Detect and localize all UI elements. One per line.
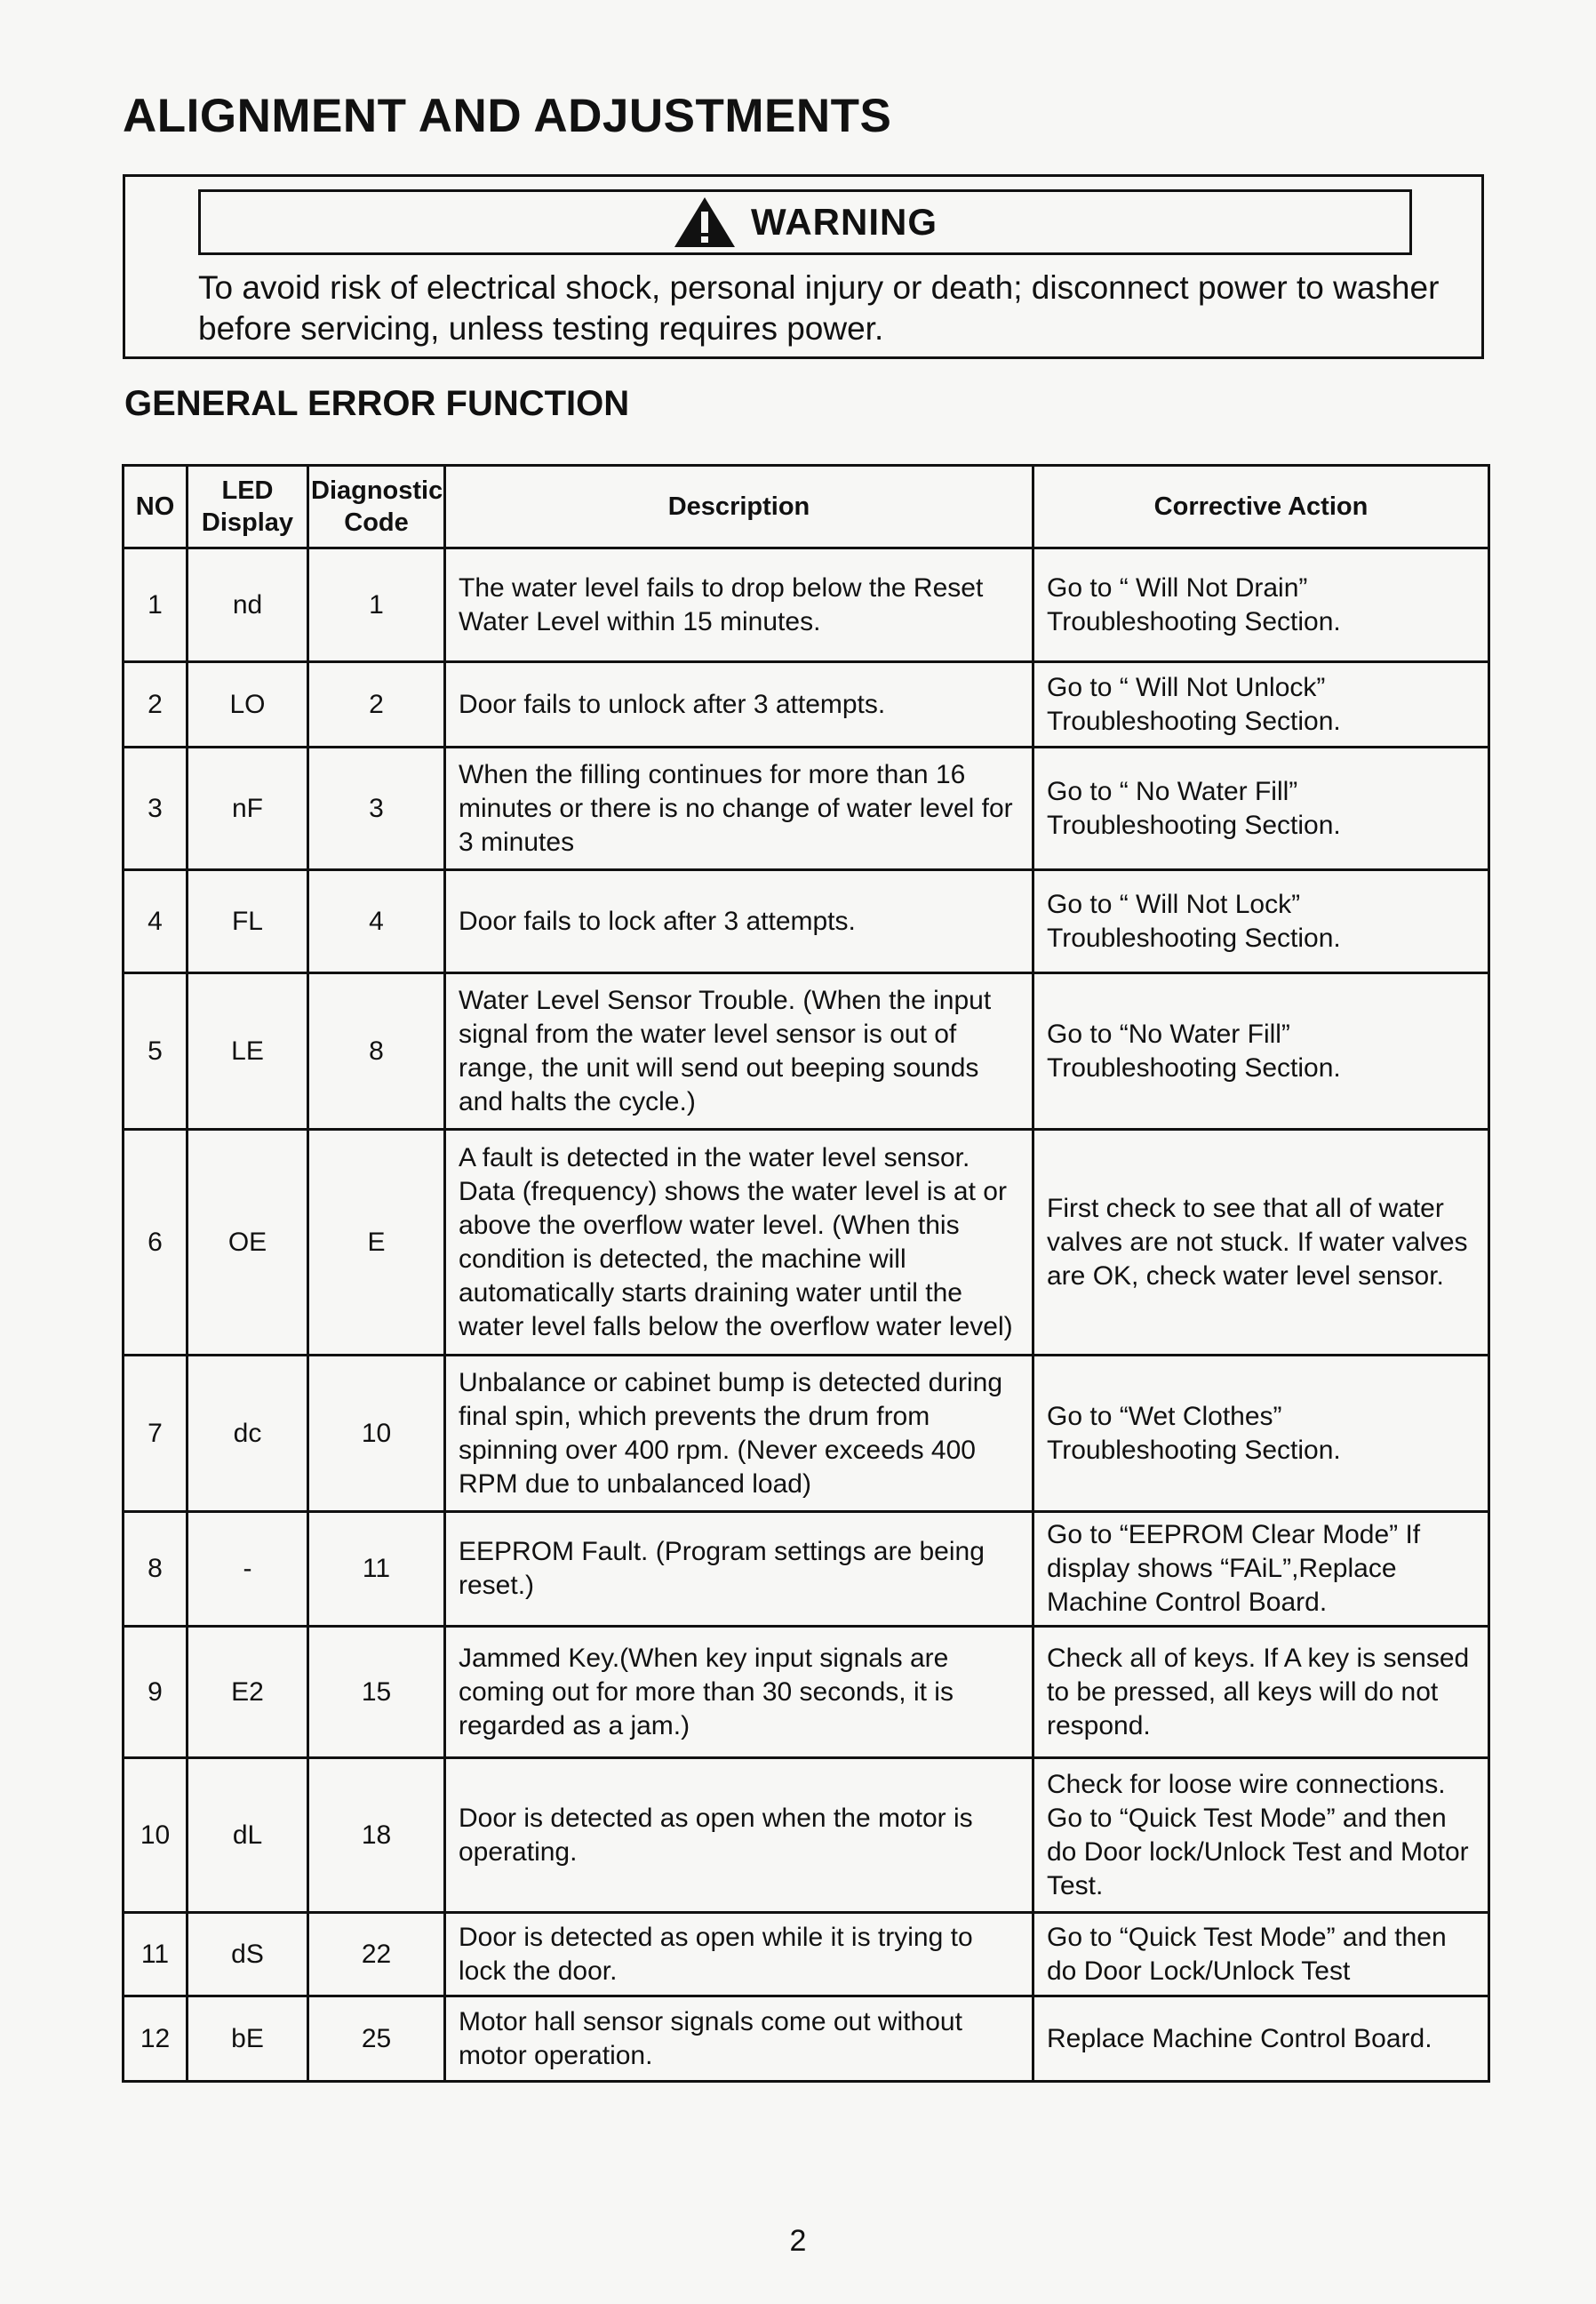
- cell-diagnostic-code: 25: [308, 1996, 445, 2082]
- cell-corrective-action: Replace Machine Control Board.: [1033, 1996, 1489, 2082]
- table-row: [124, 973, 1489, 1130]
- cell-led-display: bE: [188, 1996, 308, 2082]
- cell-description: Door is detected as open when the motor is operating.: [445, 1758, 1033, 1913]
- cell-corrective-action: Go to “Quick Test Mode” and then do Door Lock/Unlock Test: [1033, 1913, 1489, 1996]
- page-title: ALIGNMENT AND ADJUSTMENTS: [123, 90, 892, 142]
- cell-no: 1: [124, 548, 188, 662]
- header-no: NO: [124, 466, 188, 548]
- cell-corrective-action: Go to “No Water Fill” Troubleshooting Section.: [1033, 973, 1489, 1130]
- cell-corrective-action: Go to “ No Water Fill” Troubleshooting Section.: [1033, 748, 1489, 870]
- error-function-table: [122, 464, 1490, 2083]
- cell-led-display: LE: [188, 973, 308, 1130]
- section-title: GENERAL ERROR FUNCTION: [124, 384, 630, 423]
- table-row: [124, 1913, 1489, 1996]
- table-row: [124, 748, 1489, 870]
- cell-description: Water Level Sensor Trouble. (When the input signal from the water level sensor is out of range, the unit will send out beeping sounds and halts the cycle.): [445, 973, 1033, 1130]
- cell-no: 5: [124, 973, 188, 1130]
- cell-corrective-action: Go to “EEPROM Clear Mode” If display shows “FAiL”,Replace Machine Control Board.: [1033, 1512, 1489, 1627]
- cell-diagnostic-code: 11: [308, 1512, 445, 1627]
- table-row: [124, 1996, 1489, 2082]
- cell-diagnostic-code: 18: [308, 1758, 445, 1913]
- cell-corrective-action: Go to “Wet Clothes” Troubleshooting Section.: [1033, 1356, 1489, 1512]
- cell-led-display: E2: [188, 1627, 308, 1758]
- cell-led-display: LO: [188, 662, 308, 748]
- cell-no: 9: [124, 1627, 188, 1758]
- warning-label: WARNING: [751, 201, 938, 243]
- cell-description: EEPROM Fault. (Program settings are being reset.): [445, 1512, 1033, 1627]
- cell-diagnostic-code: 8: [308, 973, 445, 1130]
- table-row: [124, 1130, 1489, 1356]
- cell-led-display: dL: [188, 1758, 308, 1913]
- cell-led-display: dS: [188, 1913, 308, 1996]
- warning-triangle-icon: [673, 196, 737, 249]
- cell-corrective-action: Check all of keys. If A key is sensed to be pressed, all keys will do not respond.: [1033, 1627, 1489, 1758]
- cell-diagnostic-code: 3: [308, 748, 445, 870]
- cell-description: Jammed Key.(When key input signals are coming out for more than 30 seconds, it is regarded as a jam.): [445, 1627, 1033, 1758]
- table-row: [124, 870, 1489, 973]
- cell-led-display: nd: [188, 548, 308, 662]
- cell-diagnostic-code: 2: [308, 662, 445, 748]
- cell-diagnostic-code: 22: [308, 1913, 445, 1996]
- cell-led-display: OE: [188, 1130, 308, 1356]
- cell-corrective-action: Go to “ Will Not Lock” Troubleshooting Section.: [1033, 870, 1489, 973]
- table-row: [124, 1512, 1489, 1627]
- cell-diagnostic-code: E: [308, 1130, 445, 1356]
- cell-corrective-action: Go to “ Will Not Drain” Troubleshooting Section.: [1033, 548, 1489, 662]
- table-header-row: [124, 466, 1489, 548]
- cell-description: A fault is detected in the water level sensor. Data (frequency) shows the water level is at or above the overflow water level. (When this condition is detected, the machine will automatically starts draining water until the water level falls below the overflow water level): [445, 1130, 1033, 1356]
- table-row: [124, 1758, 1489, 1913]
- cell-diagnostic-code: 15: [308, 1627, 445, 1758]
- cell-no: 7: [124, 1356, 188, 1512]
- header-corrective-action: Corrective Action: [1033, 466, 1489, 548]
- table-row: [124, 548, 1489, 662]
- cell-no: 2: [124, 662, 188, 748]
- table-row: [124, 1627, 1489, 1758]
- cell-diagnostic-code: 10: [308, 1356, 445, 1512]
- warning-text: To avoid risk of electrical shock, personal injury or death; disconnect power to washer before servicing, unless testing requires power.: [198, 269, 1440, 347]
- header-led-display: LED Display: [188, 466, 308, 548]
- cell-description: Door is detected as open while it is trying to lock the door.: [445, 1913, 1033, 1996]
- cell-description: The water level fails to drop below the Reset Water Level within 15 minutes.: [445, 548, 1033, 662]
- cell-no: 11: [124, 1913, 188, 1996]
- header-diagnostic-code: Diagnostic Code: [308, 466, 445, 548]
- cell-led-display: dc: [188, 1356, 308, 1512]
- cell-description: Motor hall sensor signals come out without motor operation.: [445, 1996, 1033, 2082]
- cell-description: Door fails to unlock after 3 attempts.: [445, 662, 1033, 748]
- warning-box: [123, 174, 1484, 359]
- cell-corrective-action: Check for loose wire connections. Go to “Quick Test Mode” and then do Door lock/Unlock Test and Motor Test.: [1033, 1758, 1489, 1913]
- cell-led-display: -: [188, 1512, 308, 1627]
- cell-led-display: nF: [188, 748, 308, 870]
- cell-diagnostic-code: 4: [308, 870, 445, 973]
- cell-corrective-action: Go to “ Will Not Unlock” Troubleshooting Section.: [1033, 662, 1489, 748]
- cell-no: 3: [124, 748, 188, 870]
- cell-no: 12: [124, 1996, 188, 2082]
- page-number: 2: [789, 2224, 807, 2258]
- cell-no: 6: [124, 1130, 188, 1356]
- warning-header: [198, 189, 1412, 255]
- cell-description: Door fails to lock after 3 attempts.: [445, 870, 1033, 973]
- cell-description: Unbalance or cabinet bump is detected during final spin, which prevents the drum from spinning over 400 rpm. (Never exceeds 400 RPM due to unbalanced load): [445, 1356, 1033, 1512]
- cell-no: 10: [124, 1758, 188, 1913]
- header-description: Description: [445, 466, 1033, 548]
- cell-diagnostic-code: 1: [308, 548, 445, 662]
- table-row: [124, 662, 1489, 748]
- cell-led-display: FL: [188, 870, 308, 973]
- cell-no: 4: [124, 870, 188, 973]
- cell-no: 8: [124, 1512, 188, 1627]
- table-row: [124, 1356, 1489, 1512]
- cell-corrective-action: First check to see that all of water valves are not stuck. If water valves are OK, check water level sensor.: [1033, 1130, 1489, 1356]
- cell-description: When the filling continues for more than 16 minutes or there is no change of water level for 3 minutes: [445, 748, 1033, 870]
